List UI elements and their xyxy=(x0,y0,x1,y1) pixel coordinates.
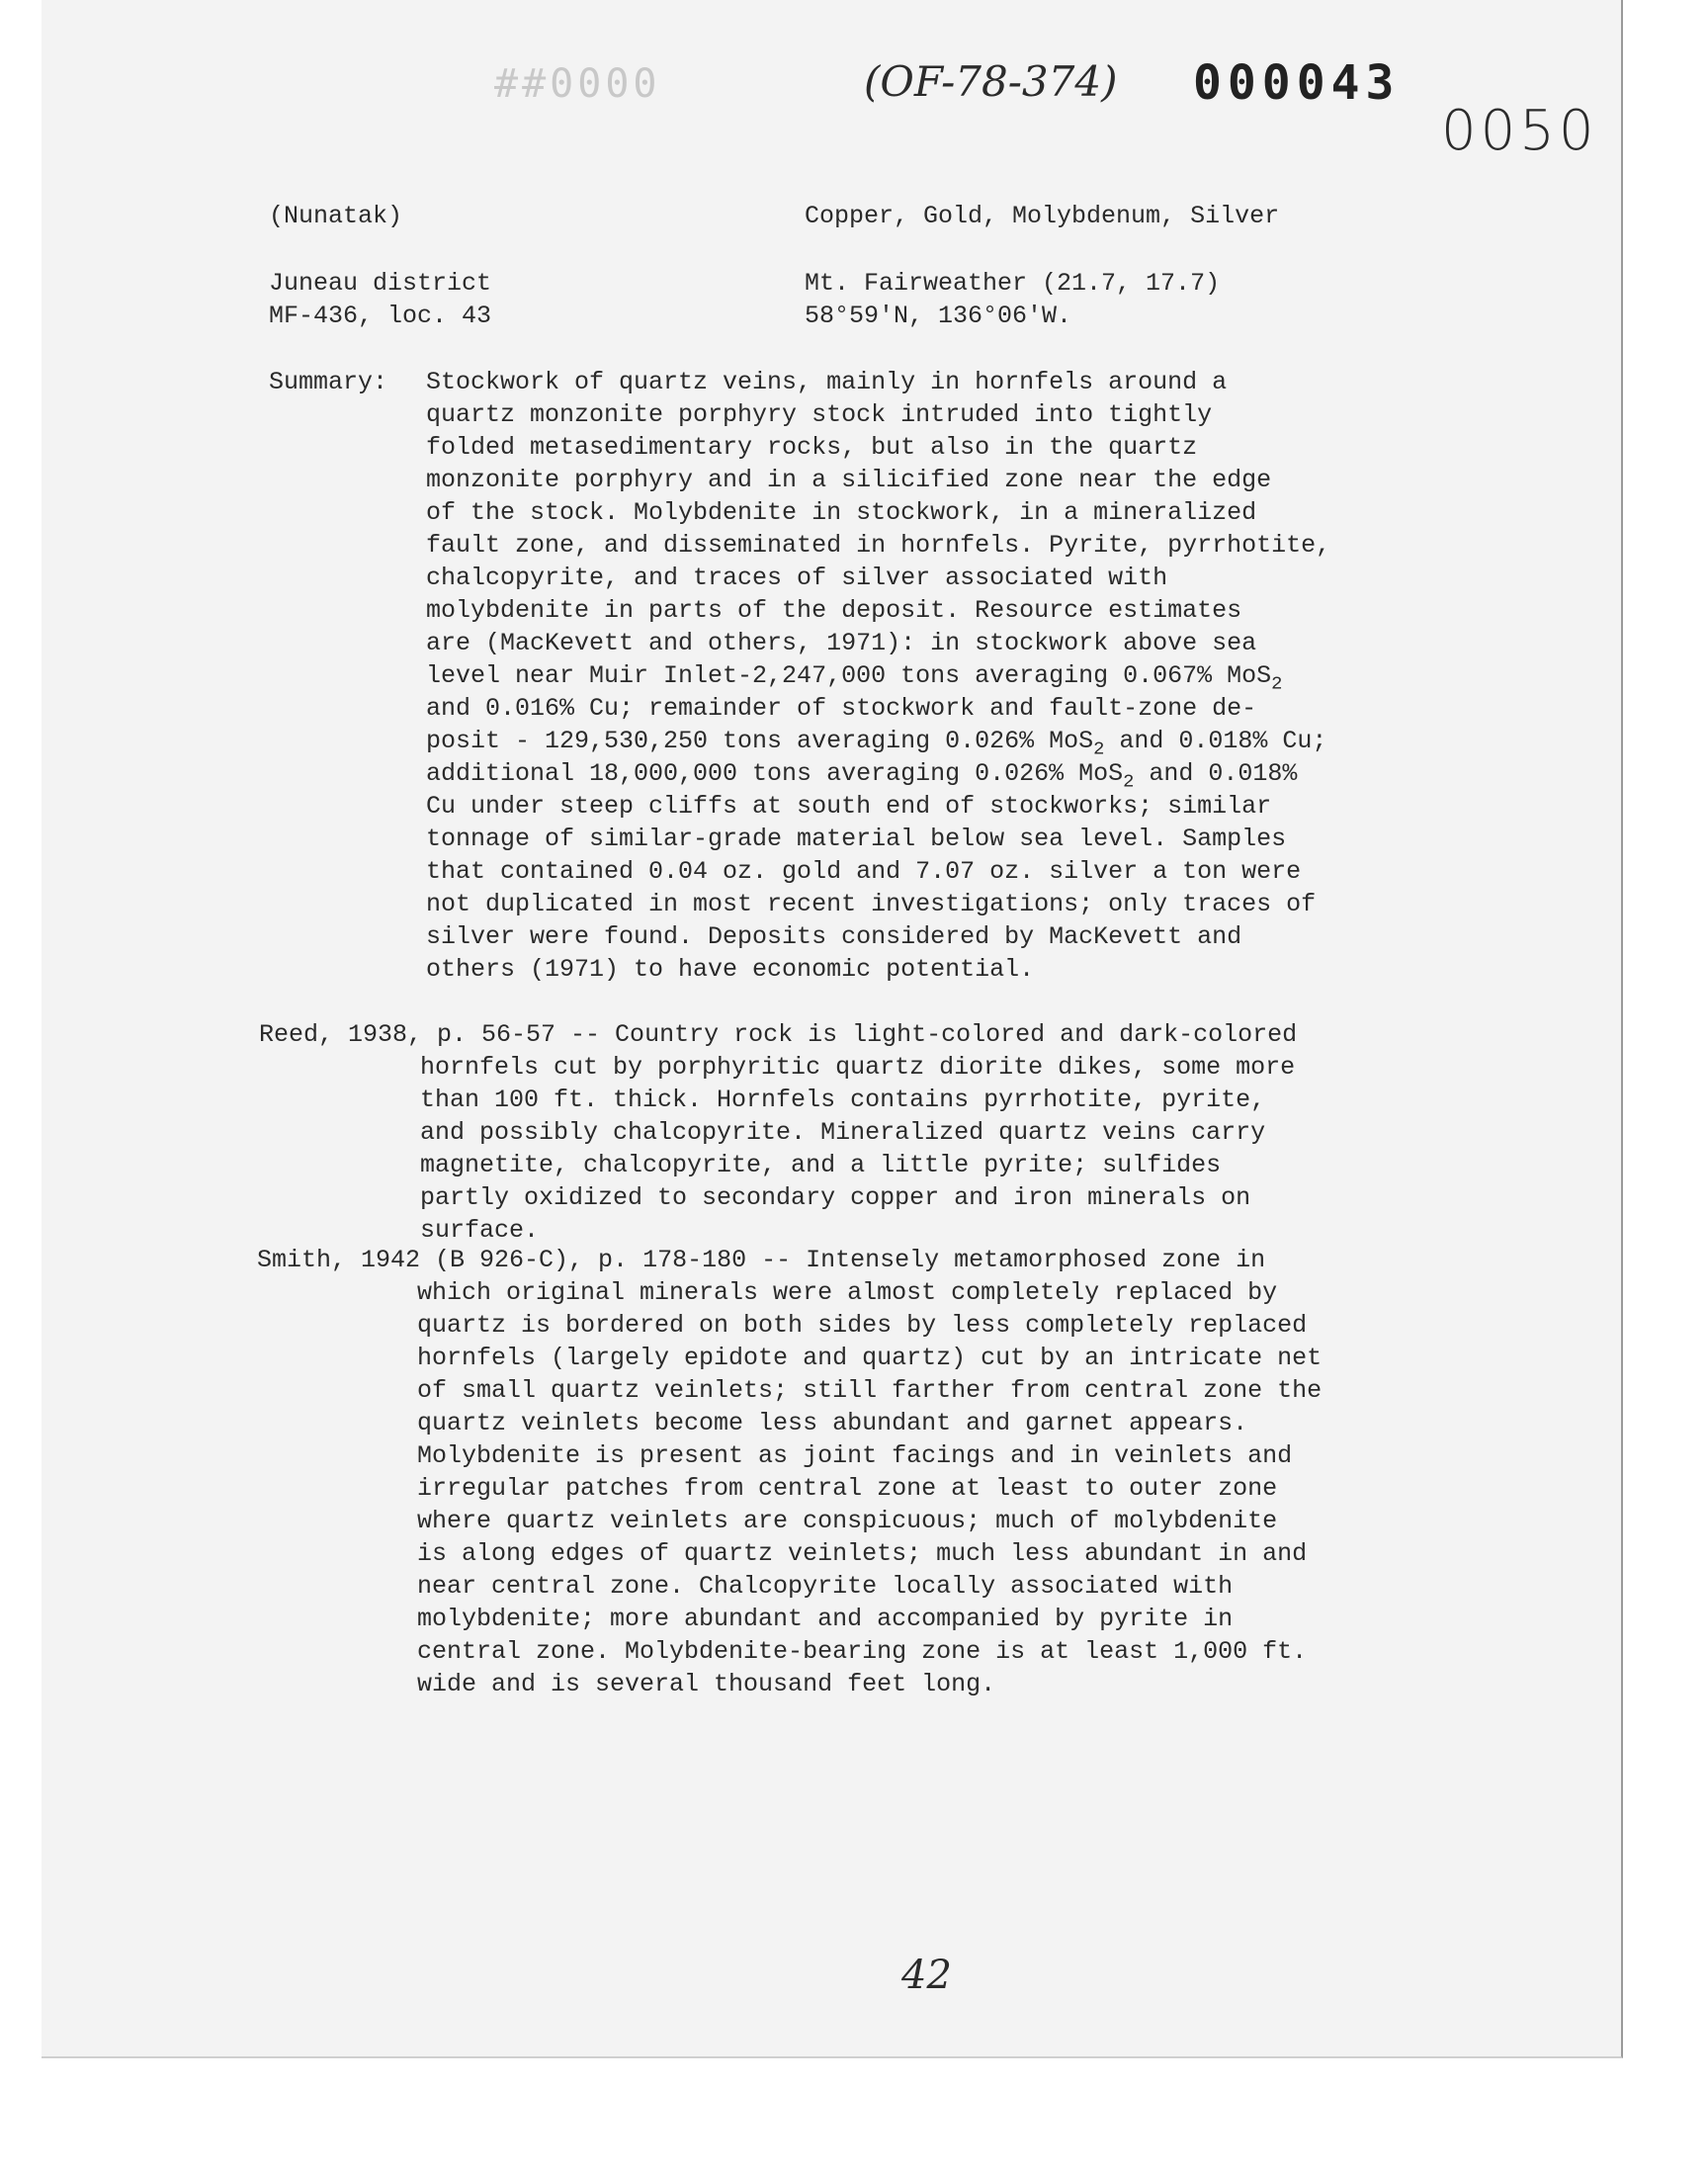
handwritten-page-code: 0050 xyxy=(1441,99,1598,163)
text-line: quartz veinlets become less abundant and garnet appears. xyxy=(417,1409,1248,1437)
text-line: that contained 0.04 oz. gold and 7.07 oz. silver a ton were xyxy=(426,857,1302,886)
summary-label: Summary: xyxy=(269,368,388,396)
deposit-name: (Nunatak) xyxy=(269,202,403,230)
text-line: not duplicated in most recent investigations; only traces of xyxy=(426,890,1317,918)
text-line: are (MacKevett and others, 1971): in stockwork above sea xyxy=(426,629,1257,657)
document-page xyxy=(42,0,1623,2058)
text-line: molybdenite in parts of the deposit. Resource estimates xyxy=(426,596,1242,625)
text-line: level near Muir Inlet-2,247,000 tons averaging 0.067% MoS$_2$ xyxy=(426,661,1283,695)
open-file-number: (OF-78-374) xyxy=(864,57,1118,106)
text-line: of the stock. Molybdenite in stockwork, in a mineralized xyxy=(426,498,1257,527)
text-line: surface. xyxy=(420,1216,540,1245)
faint-stamp-number: ##0000 xyxy=(494,61,661,107)
text-line: quartz is bordered on both sides by less completely replaced xyxy=(417,1311,1308,1340)
smith-text xyxy=(417,1276,1322,1700)
text-line: Cu under steep cliffs at south end of stockworks; similar xyxy=(426,792,1272,821)
text-line: fault zone, and disseminated in hornfels. Pyrite, pyrrhotite, xyxy=(426,531,1331,560)
text-line: Molybdenite is present as joint facings and in veinlets and xyxy=(417,1441,1293,1470)
stamp-number: 000043 xyxy=(1193,55,1401,111)
text-line: magnetite, chalcopyrite, and a little pyrite; sulfides xyxy=(420,1151,1222,1179)
text-line: quartz monzonite porphyry stock intruded into tightly xyxy=(426,400,1213,429)
text-line: central zone. Molybdenite-bearing zone is at least 1,000 ft. xyxy=(417,1637,1308,1666)
text-line: posit - 129,530,250 tons averaging 0.026% MoS$_2$ and 0.018% Cu; xyxy=(426,727,1327,760)
text-line: tonnage of similar-grade material below sea level. Samples xyxy=(426,825,1287,853)
reed-citation: Reed, 1938, p. 56-57 -- Country rock is light-colored and dark-colored xyxy=(259,1020,1298,1049)
text-line: hornfels (largely epidote and quartz) cut by an intricate net xyxy=(417,1344,1323,1372)
text-line: hornfels cut by porphyritic quartz diorite dikes, some more xyxy=(420,1053,1296,1082)
reed-text xyxy=(420,1051,1295,1247)
text-line: which original minerals were almost completely replaced by xyxy=(417,1278,1278,1307)
text-line: near central zone. Chalcopyrite locally associated with xyxy=(417,1572,1234,1601)
text-line: additional 18,000,000 tons averaging 0.026% MoS$_2$ and 0.018% xyxy=(426,759,1298,793)
text-line: partly oxidized to secondary copper and iron minerals on xyxy=(420,1183,1251,1212)
text-line: Stockwork of quartz veins, mainly in hornfels around a xyxy=(426,368,1228,396)
map-reference: MF-436, loc. 43 xyxy=(269,302,492,330)
text-line: is along edges of quartz veinlets; much less abundant in and xyxy=(417,1539,1308,1568)
text-line: silver were found. Deposits considered by MacKevett and xyxy=(426,922,1242,951)
text-line: wide and is several thousand feet long. xyxy=(417,1670,996,1698)
text-line: others (1971) to have economic potential. xyxy=(426,955,1035,984)
commodities: Copper, Gold, Molybdenum, Silver xyxy=(805,202,1280,230)
text-line: chalcopyrite, and traces of silver associated with xyxy=(426,564,1168,592)
text-line: than 100 ft. thick. Hornfels contains pyrrhotite, pyrite, xyxy=(420,1086,1266,1114)
text-line: molybdenite; more abundant and accompanied by pyrite in xyxy=(417,1605,1234,1633)
quadrangle: Mt. Fairweather (21.7, 17.7) xyxy=(805,269,1221,298)
text-line: monzonite porphyry and in a silicified zone near the edge xyxy=(426,466,1272,494)
text-line: where quartz veinlets are conspicuous; much of molybdenite xyxy=(417,1507,1278,1535)
text-line: of small quartz veinlets; still farther from central zone the xyxy=(417,1376,1323,1405)
text-line: and possibly chalcopyrite. Mineralized quartz veins carry xyxy=(420,1118,1266,1147)
smith-citation: Smith, 1942 (B 926-C), p. 178-180 -- Intensely metamorphosed zone in xyxy=(257,1246,1266,1274)
coordinates: 58°59'N, 136°06'W. xyxy=(805,302,1072,330)
page-number: 42 xyxy=(901,1953,952,1998)
text-line: irregular patches from central zone at least to outer zone xyxy=(417,1474,1278,1503)
text-line: folded metasedimentary rocks, but also in the quartz xyxy=(426,433,1198,462)
text-line: and 0.016% Cu; remainder of stockwork and fault-zone de- xyxy=(426,694,1257,723)
summary-text xyxy=(426,366,1330,986)
district: Juneau district xyxy=(269,269,492,298)
